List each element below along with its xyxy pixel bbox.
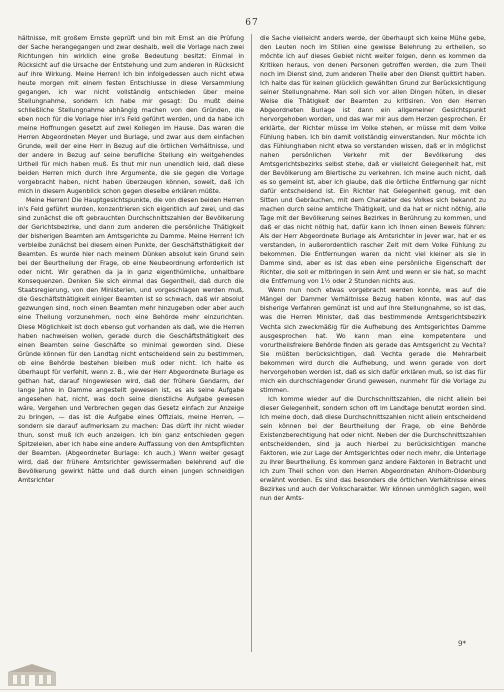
left-column bbox=[18, 34, 244, 652]
text-columns bbox=[18, 34, 486, 652]
right-column bbox=[260, 34, 486, 652]
paragraph: Meine Herren! Die Hauptgesichtspunkte, die von diesen beiden Herren in's Feld geführt wurden, konzentrieren sich eigentlich auf zwei, und das sind zunächst die oft gebrauchten Durchschnittszahlen der Bevölkerung der Gerichtsbezirke, und dann zum anderen die persönliche Thätigkeit der bisherigen Beamten am Amtsgerichte zu Damme. Meine Herren! Ich verbleibe zunächst bei diesem einen Punkte, der Geschäftsthätigkeit der Beamten. Es wurde hier nach meinem Dünken absolut kein Grund sein bei der Beurtheilung der Frage, ob eine Neubeordnung erforderlich ist oder nicht. Wir gerathen da ja in ganz eigenthümliche, unhaltbare Konsequenzen. Denken Sie sich einmal das Gegentheil, daß durch die Staatsregierung, von den Ministerien, und vorgeschlagen werden muß, die Geschäftsthätigkeit einiger Beamten ist so schwach, daß wir absolut gezwungen sind, noch einen Beamten mehr hinzugeben oder aber auch eine Theilung vorzunehmen, noch eine Behörde mehr einzurichten. Diese Möglichkeit ist doch ebenso gut vorhanden als daß, wie die Herren haben nachweisen wollen, gerade durch die Geschäftsthätigkeit des einen Beamten seine Geschäfte so minimal geworden sind. Diese Gründe können für den Landtag nicht entscheidend sein zu bestimmen, ob eine Behörde bestehen bleiben muß oder nicht. Ich halte es überhaupt für verfehlt, wenn z. B., wie der Herr Abgeordnete Burlage es gethan hat, darauf hingewiesen wird, daß der frühere Gendarm, der lange Jahre in Damme angestellt gewesen ist, es als seine Aufgabe angesehen hat, nicht, was doch seine dienstliche Aufgabe gewesen wäre, Vergehen und Verbrechen gegen das Gesetz einfach zur Anzeige zu bringen, — das ist die Aufgabe eines Offizials, meine Herren, — sondern sie darauf aufmerksam zu machen: Das dürft ihr nicht wieder thun, sonst muß ich euch anzeigen. Ich bin ganz entschieden gegen Spitzeleien, aber ich habe eine andere Auffassung von den Amtspflichten der Beamten. (Abgeordneter Burlage: Ich auch.) Wenn weiter gesagt wird, daß der frühere Amtsrichter gewissermaßen belehrend auf die Bevölkerung gewirkt hätte und daß durch einen jungen schneidigen Amtsrichter bbox=[18, 197, 244, 484]
footer-rule bbox=[0, 689, 504, 690]
paragraph: Ich komme wieder auf die Durchschnittszahlen, die nicht allein bei dieser Gelegenheit, sondern schon oft im Landtage benutzt worden sind. Ich meine doch, daß diese Durchschnittszahlen nicht allein entscheidend sein können bei der Beurtheilung der Frage, ob eine Behörde Existenzberechtigung hat oder nicht. Neben der die Durchschnittszahlen entscheidenden, sind ja auch hierbei zu berücksichtigen manche Faktoren, wie zur Lage der Amtsgerichtes oder noch mehr, die Unterlage zu ihrer Beurtheilung. Es kommen ganz andere Faktoren in Betracht und ich zum Theil schon von den Herren Abgeordneten Ahlhorn-Oldenburg erwähnt worden. Es sind das besonders die örtlichen Verhältnisse eines Bezirkes und auch der Volkscharakter. Wir können unmöglich sagen, weil nun der Amts- bbox=[260, 395, 486, 502]
signature-mark: 9* bbox=[458, 640, 466, 648]
paragraph: die Sache vielleicht anders werde, der überhaupt sich keine Mühe gebe, den Leuten noch im Stillen eine gewisse Belehrung zu ertheilen, so möchte ich auf dieses Gebiet nicht weiter folgen, denn es kommen da Kritiken heraus, von denen Personen getroffen werden, die zum Theil noch im Dienst sind, zum anderen Theile aber den Dienst quittirt haben. Ich halte das für keinen glücklich gewählten Grund zur Berücksichtigung seiner Stellungnahme. Man soll sich vor allen Dingen hüten, in dieser Weise die Thätigkeit der Beamten zu kritisiren. Von den Herren Abgeordneten Burlage ist dann ein allgemeiner Gesichtspunkt hervorgehoben worden, und das war mir aus dem Herzen gesprochen. Er erklärte, der Richter müsse im Volke stehen, er müsse mit dem Volke Fühlung haben. Ich bin damit vollständig einverstanden. Nur möchte ich das Fühlunghaben nicht etwa so verstanden wissen, daß er in möglichst nahen persönlichen Verkehr mit der Bevölkerung des Amtsgerichtsbezirks selbst stehe, daß er vielleicht Gelegenheit hat, mit der Bevölkerung am Biertische zu verkehren. Ich meine auch nicht, daß es so gemeint ist, aber ich glaube, daß die örtliche Entfernung gar nicht dafür entscheidend ist. Ein Richter hat Gelegenheit genug, mit den Sitten und Gebräuchen, mit dem Charakter des Volkes sich bekannt zu machen durch seine amtliche Thätigkeit, und da hat er nicht nöthig, alle Tage mit der Bevölkerung seines Bezirkes in Berührung zu kommen, und daß er das nicht nöthig hat, dafür kann ich Ihnen einen Beweis führen: Als der Herr Abgeordnete Burlage als Amtsrichter in Jever war, hat er es verstanden, in außerordentlich rascher Zeit mit dem Volke Fühlung zu bekommen. Die Entfernungen waren da nicht viel kleiner als sie in Damme sind, aber es ist das eben eine persönliche Eigenschaft der Richter, die soll er mitbringen in sein Amt und wenn er sie hat, so macht die Entfernung von 1½ oder 2 Stunden nichts aus. bbox=[260, 35, 486, 286]
page-number: 67 bbox=[245, 18, 259, 28]
paragraph: hältnisse, mit großem Ernste geprüft und bin mit Ernst an die Prüfung der Sache herangegangen und zwar deshalb, weil die Vorlage nach zwei Richtungen hin wirklich eine große Bedeutung besitzt: Einmal in Rücksicht auf die Ursache der Entstehung und zum anderen in Rücksicht auf ihre Wirkung. Meine Herren! Ich bin infolgedessen auch nicht etwa heute morgen mit einem festen Entschlusse in diese Versammlung gegangen, ich war nicht vollständig entschieden über meine Stellungnahme, sondern ich habe mir gesagt: Du mußt deine schließliche Stellungnahme abhängig machen von den Gründen, die eben noch für die Vorlage hier in's Feld geführt werden, und da habe ich meine Hoffnungen gesetzt auf zwei Kollegen im Hause. Das waren die Herren Abgeordneten Meyer und Burlage, und zwar aus dem einfachen Grunde, weil der eine Herr in Bezug auf die örtlichen Verhältnisse, und der andere in Bezug auf seine berufliche Stellung ein weitgehendes Urtheil für mich haben muß. Es thut mir nun unendlich leid, daß diese beiden Herren mich durch ihre Argumente, die sie gegen die Vorlage vorgebracht haben, nicht haben überzeugen können, soweit, daß ich mich in diesem Augenblick schon gegen dieselbe erklären müßte. bbox=[18, 35, 244, 196]
library-building-icon bbox=[6, 662, 58, 688]
paragraph: Wenn nun noch etwas vorgebracht werden konnte, was auf die Mängel der Dammer Verhältnisse Bezug haben könnte, was auf das bisherige Verfahren gemünzt ist und auf ihre Stellungnahme, so ist das, was die Herren Minister, daß das bestimmende Amtsgerichtsbezirk Vechta sich zweckmäßig für die Aufhebung des Amtsgerichtes Damme ausgesprochen hat. Wo kann man eine kompetentere und vorurtheilsfreiere Behörde finden als gerade das Amtsgericht zu Vechta? Sie müßten berücksichtigen, daß Vechta gerade die Mehrarbeit bekommen wird durch die Aufhebung, und wenn gerade von dort hervorgehoben worden ist, daß es sich dafür erklären muß, so ist das für mich ein durchschlagender Grund gewesen, nunmehr für die Vorlage zu stimmen. bbox=[260, 287, 486, 394]
